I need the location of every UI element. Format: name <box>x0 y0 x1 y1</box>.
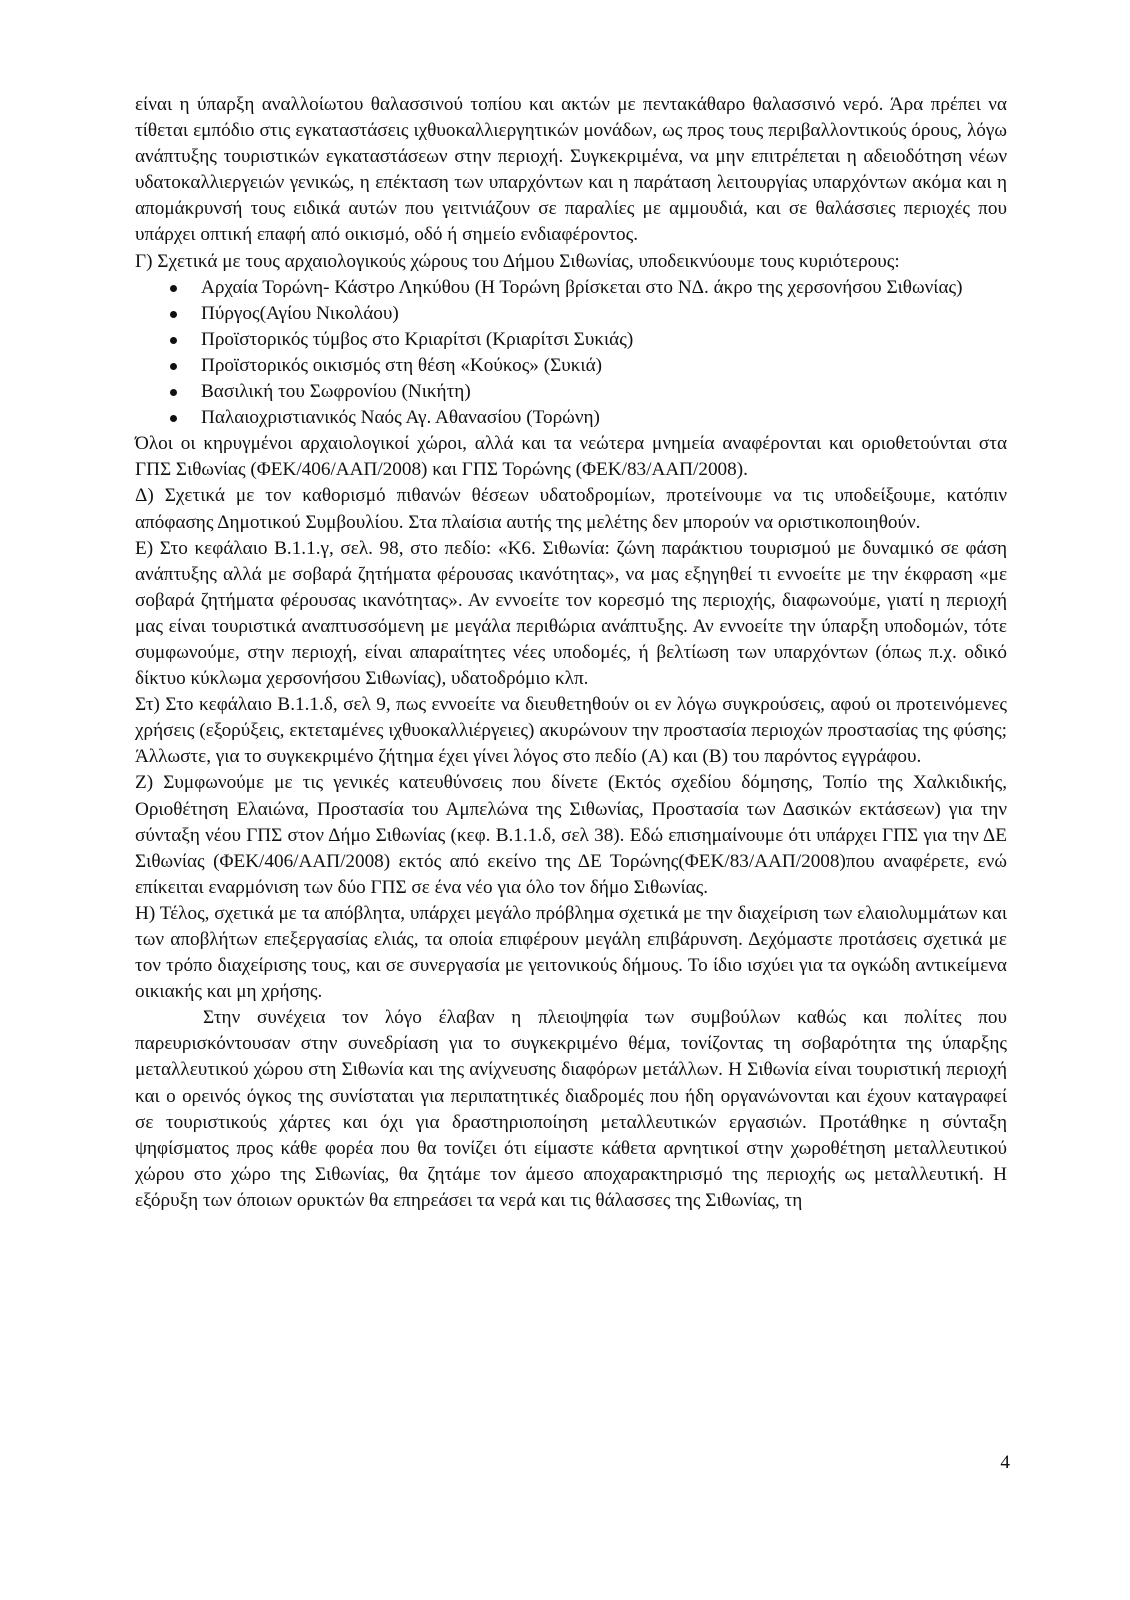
paragraph-general-directions: Ζ) Συμφωνούμε με τις γενικές κατευθύνσεις που δίνετε (Εκτός σχεδίου δόμησης, Τοπίο της Χαλκιδικής, Οριοθέτηση Ελαιώνα, Προστασία του Αμπελώνα της Σιθωνίας, Προστασία των Δασικών εκτάσεων) για την σύνταξη νέου ΓΠΣ στον Δήμο Σιθωνίας (κεφ. Β.1.1.δ, σελ 38). Εδώ επισημαίνουμε ότι υπάρχει ΓΠΣ για την ΔΕ Σιθωνίας (ΦΕΚ/406/ΑΑΠ/2008) εκτός από εκείνο της ΔΕ Τορώνης(ΦΕΚ/83/ΑΑΠ/2008)που αναφέρετε, ενώ επίκειται εναρμόνιση των δύο ΓΠΣ σε ένα νέο για όλο τον δήμο Σιθωνίας. <box>135 772 1007 898</box>
paragraph-council-discussion: Στην συνέχεια τον λόγο έλαβαν η πλειοψηφία των συμβούλων καθώς και πολίτες που παρευρισκόντουσαν στην συνεδρίαση για το συγκεκριμένο θέμα, τονίζοντας τη σοβαρότητα της ύπαρξης μεταλλευτικού χώρου στη Σιθωνία και της ανίχνευσης διαφόρων μετάλλων. Η Σιθωνία είναι τουριστική περιοχή και ο ορεινός όγκος της συνίσταται για περιπατητικές διαδρομές που ήδη οργανώνονται και έχουν καταγραφεί σε τουριστικούς χάρτες και όχι για δραστηριοποίηση μεταλλευτικών εργασιών. Προτάθηκε η σύνταξη ψηφίσματος προς κάθε φορέα που θα τονίζει ότι είμαστε κάθετα αρνητικοί στην χωροθέτηση μεταλλευτικού χώρου στο χώρο της Σιθωνίας, θα ζητάμε τον άμεσο αποχαρακτηρισμό της περιοχής ως μεταλλευτική. Η εξόρυξη των όποιων ορυκτών θα επηρεάσει τα νερά και τις θάλασσες της Σιθωνίας, τη <box>135 1007 1007 1211</box>
list-item: Πύργος(Αγίου Νικολάου) <box>201 301 1007 327</box>
paragraph-archaeological-intro: Γ) Σχετικά με τους αρχαιολογικούς χώρους του Δήμου Σιθωνίας, υποδεικνύουμε τους κυριότερους: <box>135 250 900 272</box>
list-item: Προϊστορικός οικισμός στη θέση «Κούκος» (Συκιά) <box>201 353 1007 379</box>
paragraph-chapter-b11c: Ε) Στο κεφάλαιο Β.1.1.γ, σελ. 98, στο πεδίο: «Κ6. Σιθωνία: ζώνη παράκτιου τουρισμού με δυναμικό σε φάση ανάπτυξης αλλά με σοβαρά ζητήματα φέρουσας ικανότητας», να μας εξηγηθεί τι εννοείτε με την έκφραση «με σοβαρά ζητήματα φέρουσας ικανότητας». Αν εννοείτε τον κορεσμό της περιοχής, διαφωνούμε, γιατί η περιοχή μας είναι τουριστικά αναπτυσσόμενη με μεγάλα περιθώρια ανάπτυξης. Αν εννοείτε την ύπαρξη υποδομών, τότε συμφωνούμε, στην περιοχή, είναι απαραίτητες νέες υποδομές, ή βελτίωση των υπαρχόντων (όπως π.χ. οδικό δίκτυο κύκλωμα χερσονήσου Σιθωνίας), υδατοδρόμιο κλπ. <box>135 537 1007 690</box>
archaeological-sites-list <box>135 275 1007 432</box>
list-item: Αρχαία Τορώνη- Κάστρο Ληκύθου (Η Τορώνη βρίσκεται στο ΝΔ. άκρο της χερσονήσου Σιθωνίας) <box>201 275 1007 301</box>
paragraph-waste: Η) Τέλος, σχετικά με τα απόβλητα, υπάρχει μεγάλο πρόβλημα σχετικά με την διαχείριση των ελαιολυμμάτων και των αποβλήτων επεξεργασίας ελιάς, τα οποία επιφέρουν μεγάλη επιβάρυνση. Δεχόμαστε προτάσεις σχετικά με τον τρόπο διαχείρισης τους, και σε συνεργασία με γειτονικούς δήμους. Το ίδιο ισχύει για τα ογκώδη αντικείμενα οικιακής και μη χρήσης. <box>135 902 1007 1003</box>
list-item: Προϊστορικός τύμβος στο Κριαρίτσι (Κριαρίτσι Συκιάς) <box>201 327 1007 353</box>
paragraph-marine-landscape: είναι η ύπαρξη αναλλοίωτου θαλασσινού τοπίου και ακτών με πεντακάθαρο θαλασσινό νερό. Άρα πρέπει να τίθεται εμπόδιο στις εγκαταστάσεις ιχθυοκαλλιεργητικών μονάδων, ως προς τους περιβαλλοντικούς όρους, λόγω ανάπτυξης τουριστικών εγκαταστάσεων στην περιοχή. Συγκεκριμένα, να μην επιτρέπεται η αδειοδότηση νέων υδατοκαλλιεργειών γενικώς, η επέκταση των υπαρχόντων και η παράταση λειτουργίας υπαρχόντων ακόμα και η απομάκρυνσή τους ειδικά αυτών που γειτνιάζουν σε παραλίες με αμμουδιά, και σε θαλάσσιες περιοχές που υπάρχει οπτική επαφή από οικισμό, οδό ή σημείο ενδιαφέροντος. <box>135 94 1007 246</box>
list-item: Παλαιοχριστιανικός Ναός Αγ. Αθανασίου (Τορώνη) <box>201 405 1007 431</box>
paragraph-seaplane-bases: Δ) Σχετικά με τον καθορισμό πιθανών θέσεων υδατοδρομίων, προτείνουμε να τις υποδείξουμε, κατόπιν απόφασης Δημοτικού Συμβουλίου. Στα πλαίσια αυτής της μελέτης δεν μπορούν να οριστικοποιηθούν. <box>135 485 1007 533</box>
paragraph-declared-sites: Όλοι οι κηρυγμένοι αρχαιολογικοί χώροι, αλλά και τα νεώτερα μνημεία αναφέρονται και οριοθετούνται στα ΓΠΣ Σιθωνίας (ΦΕΚ/406/ΑΑΠ/2008) και ΓΠΣ Τορώνης (ΦΕΚ/83/ΑΑΠ/2008). <box>135 433 1007 481</box>
page-number: 4 <box>1000 1452 1010 1473</box>
list-item: Βασιλική του Σωφρονίου (Νικήτη) <box>201 379 1007 405</box>
paragraph-chapter-b11d: Στ) Στο κεφάλαιο Β.1.1.δ, σελ 9, πως εννοείτε να διευθετηθούν οι εν λόγω συγκρούσεις, αφού οι προτεινόμενες χρήσεις (εξορύξεις, εκτεταμένες ιχθυοκαλλιέργειες) ακυρώνουν την προστασία περιοχών προστασίας της φύσης; Άλλωστε, για το συγκεκριμένο ζήτημα έχει γίνει λόγος στο πεδίο (Α) και (Β) του παρόντος εγγράφου. <box>135 694 1007 768</box>
document-body <box>135 92 1007 1214</box>
